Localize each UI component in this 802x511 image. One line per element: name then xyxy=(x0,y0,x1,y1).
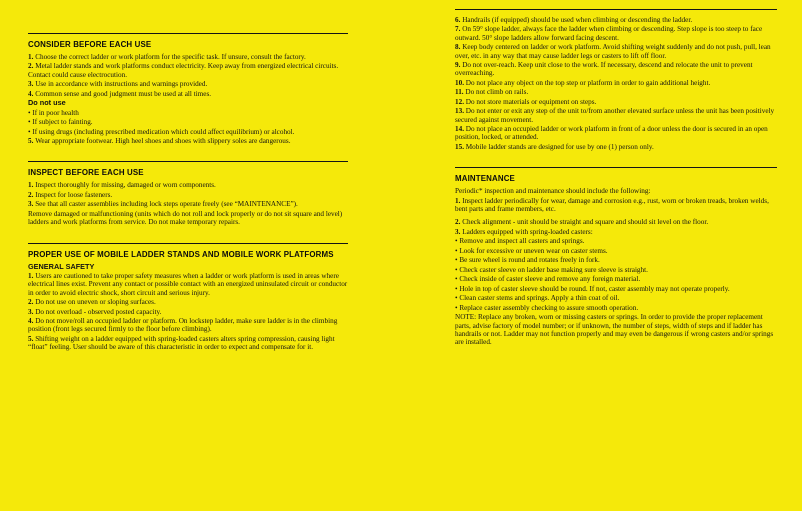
item-number: 5. xyxy=(28,137,36,146)
section-divider xyxy=(28,161,348,162)
list-item: 3. See that all caster assemblies including lock steps operate freely (see “MAINTENANCE”). xyxy=(28,200,298,209)
list-item: 5. Wear appropriate footwear. High heel shoes and shoes with slippery soles are dangerous. xyxy=(28,137,291,146)
section-divider xyxy=(28,243,348,244)
list-item: 2. Inspect for loose fasteners. xyxy=(28,190,113,199)
sub-heading: GENERAL SAFETY xyxy=(28,261,95,271)
bullet-item: • Remove and inspect all casters and springs. xyxy=(455,237,585,246)
item-number: 14. xyxy=(455,125,466,134)
list-item: 12. Do not store materials or equipment on steps. xyxy=(455,97,597,106)
item-number: 1. xyxy=(455,196,463,205)
section-divider xyxy=(455,9,777,10)
item-number: 3. xyxy=(28,200,36,209)
bullet-item: • If in poor health xyxy=(28,108,79,117)
section-heading: PROPER USE OF MOBILE LADDER STANDS AND MOBILE WORK PLATFORMS xyxy=(28,249,334,259)
list-item: 1. Choose the correct ladder or work platform for the specific task. If unsure, consult the factory. xyxy=(28,53,306,61)
item-number: 11. xyxy=(455,88,466,97)
bullet-item: • Be sure wheel is round and rotates freely in fork. xyxy=(455,256,600,265)
bullet-item: • Clean caster stems and springs. Apply a thin coat of oil. xyxy=(455,294,620,303)
item-number: 1. xyxy=(28,272,36,280)
paragraph: NOTE: Replace any broken, worn or missing casters or springs. In order to provide the proper replacement parts, advise factory of model number; or if unknown, the number of steps, width of steps and if ladder has handrails or not. Ladder may not function properly and may even be dangerous if wrong casters and/or springs are installed. xyxy=(455,313,774,347)
list-item: 1. Inspect thoroughly for missing, damaged or worn components. xyxy=(28,181,216,190)
bullet-item: • Replace caster assembly checking to assure smooth operation. xyxy=(455,303,639,312)
list-item: 2. Do not use on uneven or sloping surfaces. xyxy=(28,298,156,307)
item-number: 2. xyxy=(455,218,463,227)
section-heading: INSPECT BEFORE EACH USE xyxy=(28,168,144,178)
item-number: 5. xyxy=(28,334,36,343)
paragraph: Periodic* inspection and maintenance should include the following: xyxy=(455,187,651,196)
list-item: 4. Do not move/roll an occupied ladder or platform. On lockstep ladder, make sure ladder is in the climbing position (front legs secured firmly to the floor before climbing). xyxy=(28,317,338,334)
item-number: 7. xyxy=(455,25,463,34)
section-heading: MAINTENANCE xyxy=(455,174,515,184)
item-number: 1. xyxy=(28,53,36,61)
item-number: 10. xyxy=(455,78,466,87)
bullet-item: • Check inside of caster sleeve and remove any foreign material. xyxy=(455,275,641,284)
bullet-item: • Hole in top of caster sleeve should be round. If not, caster assembly may not operate properly. xyxy=(455,284,730,293)
item-number: 2. xyxy=(28,190,36,199)
item-number: 6. xyxy=(455,16,463,24)
list-item: 10. Do not place any object on the top step or platform in order to gain additional height. xyxy=(455,78,711,87)
item-number: 4. xyxy=(28,317,36,326)
list-item: 8. Keep body centered on ladder or work platform. Avoid shifting weight suddenly and do not push, pull, lean over, etc. in any way that may cause ladder legs or casters to lift off floor. xyxy=(455,43,771,60)
item-number: 3. xyxy=(28,80,36,89)
list-item: 9. Do not over-reach. Keep unit close to the work. If necessary, descend and relocate the unit to prevent overreaching. xyxy=(455,61,753,78)
list-item: 11. Do not climb on rails. xyxy=(455,88,529,97)
item-number: 9. xyxy=(455,61,463,70)
section-heading: CONSIDER BEFORE EACH USE xyxy=(28,40,152,49)
item-number: 3. xyxy=(28,307,36,316)
list-item: 14. Do not place an occupied ladder or work platform in front of a door unless the door is secured in an open position, locked, or attended. xyxy=(455,125,768,142)
list-item: 3. Do not overload - observed posted capacity. xyxy=(28,307,162,316)
item-number: 2. xyxy=(28,298,36,307)
list-item: 15. Mobile ladder stands are designed for use by one (1) person only. xyxy=(455,142,654,151)
list-item: 5. Shifting weight on a ladder equipped with spring-loaded casters alters spring compression, causing light “float” feeling. User should be aware of this characteristic in order to expect and compensate for it. xyxy=(28,334,335,352)
section-divider xyxy=(28,33,348,34)
item-number: 8. xyxy=(455,43,463,52)
list-item: 3. Use in accordance with instructions and warnings provided. xyxy=(28,80,208,89)
section-divider xyxy=(455,167,777,168)
item-number: 13. xyxy=(455,107,466,116)
list-item: 1. Inspect ladder periodically for wear, damage and corrosion e.g., rust, worn or broken treads, broken welds, bent parts and frame members, etc. xyxy=(455,196,769,213)
list-item: 2. Check alignment - unit should be straight and square and should sit level on the floor. xyxy=(455,218,709,227)
item-number: 3. xyxy=(455,227,463,236)
item-number: 4. xyxy=(28,89,36,98)
item-number: 1. xyxy=(28,181,36,190)
list-item: 3. Ladders equipped with spring-loaded casters: xyxy=(455,227,593,236)
list-item: 1. Users are cautioned to take proper safety measures when a ladder or work platform is used in areas where electrical lines exist. Prevent any contact or possible contact with an energized uninsulated circuit or conductor in order to avoid electric shock, short circuit and serious injury. xyxy=(28,272,348,297)
left-column xyxy=(28,0,348,353)
bullet-item: • If subject to fainting. xyxy=(28,118,93,127)
list-item: 2. Metal ladder stands and work platforms conduct electricity. Keep away from energized electrical circuits. Contact could cause electrocution. xyxy=(28,62,339,79)
item-number: 2. xyxy=(28,62,36,71)
list-item: 6. Handrails (if equipped) should be used when climbing or descending the ladder. xyxy=(455,16,693,24)
list-item: 7. On 59° slope ladder, always face the ladder when climbing or descending. Step slope is too steep to face outward. 50° slope ladders allow forward facing descent. xyxy=(455,25,763,42)
bullet-item: • If using drugs (including prescribed medication which could affect equilibrium) or alcohol. xyxy=(28,127,295,136)
right-column xyxy=(455,0,777,348)
sub-heading: Do not use xyxy=(28,98,66,108)
bullet-item: • Look for excessive or uneven wear on caster stems. xyxy=(455,246,608,255)
paragraph: Remove damaged or malfunctioning (units which do not roll and lock properly or do not sit square and level) ladders and work platforms from service. Do not make temporary repairs. xyxy=(28,209,343,227)
list-item: 13. Do not enter or exit any step of the unit to/from another elevated surface unless the unit has been positively secured against movement. xyxy=(455,107,775,124)
bullet-item: • Check caster sleeve on ladder base making sure sleeve is straight. xyxy=(455,265,648,274)
list-item: 4. Common sense and good judgment must be used at all times. xyxy=(28,89,212,98)
item-number: 15. xyxy=(455,142,466,151)
item-number: 12. xyxy=(455,97,466,106)
